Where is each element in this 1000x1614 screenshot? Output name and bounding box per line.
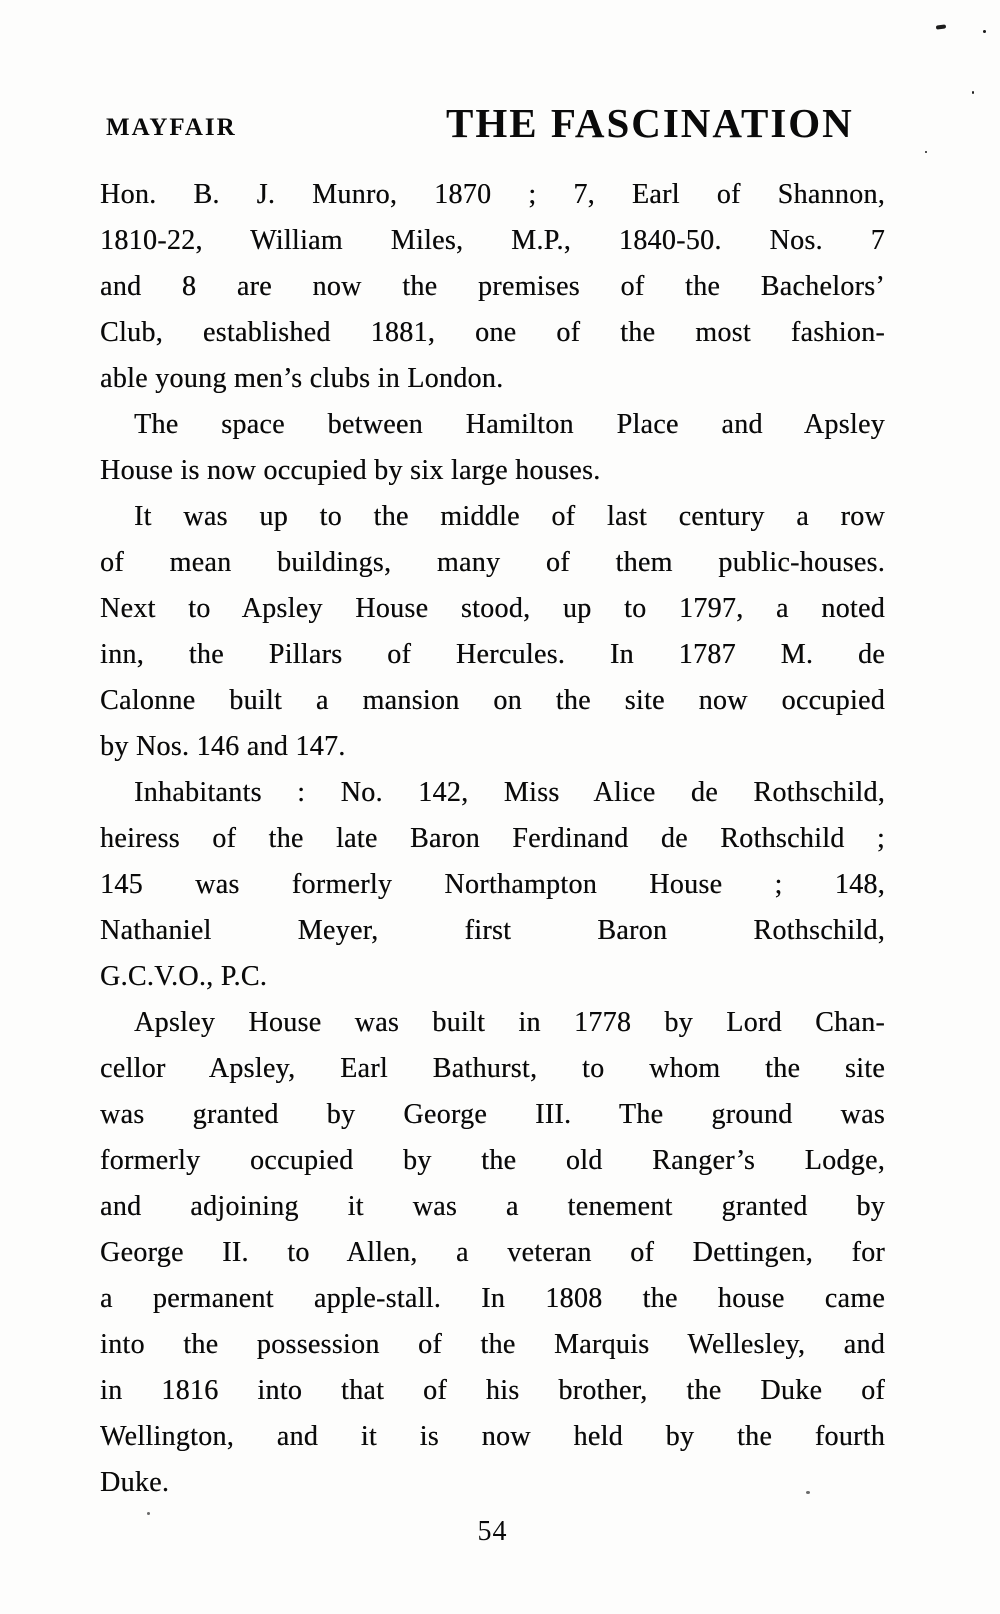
scan-speck (983, 30, 986, 33)
text-line: able young men’s clubs in London. (100, 363, 504, 394)
text-line: and 8 are now the premises of the Bachelors’ (100, 271, 885, 302)
text-line: was granted by George III. The ground was (100, 1099, 885, 1130)
scan-speck (925, 151, 927, 153)
text-line: Hon. B. J. Munro, 1870 ; 7, Earl of Shannon, (100, 179, 885, 210)
scan-speck (936, 24, 946, 29)
text-line: George II. to Allen, a veteran of Dettingen, for (100, 1237, 885, 1268)
page-body (100, 172, 885, 1506)
text-line: Wellington, and it is now held by the fourth (100, 1421, 885, 1452)
text-line: of mean buildings, many of them public-houses. (100, 547, 885, 578)
text-line: Club, established 1881, one of the most fashion- (100, 317, 885, 348)
text-line: The space between Hamilton Place and Apsley (134, 409, 885, 440)
text-line: G.C.V.O., P.C. (100, 961, 268, 992)
text-line: Duke. (100, 1467, 170, 1498)
text-line: into the possession of the Marquis Wellesley, and (100, 1329, 885, 1360)
text-line: formerly occupied by the old Ranger’s Lodge, (100, 1145, 885, 1176)
text-line: It was up to the middle of last century a row (134, 501, 885, 532)
text-line: and adjoining it was a tenement granted by (100, 1191, 885, 1222)
running-head-title: THE FASCINATION (446, 100, 854, 146)
text-line: House is now occupied by six large houses. (100, 455, 601, 486)
text-line: 145 was formerly Northampton House ; 148, (100, 869, 885, 900)
text-line: 1810-22, William Miles, M.P., 1840-50. Nos. 7 (100, 225, 885, 256)
text-line: by Nos. 146 and 147. (100, 731, 346, 762)
page-number: 54 (477, 1516, 508, 1547)
text-line: Nathaniel Meyer, first Baron Rothschild, (100, 915, 885, 946)
running-head-section: MAYFAIR (106, 114, 237, 141)
scan-speck (147, 1512, 150, 1515)
text-line: Calonne built a mansion on the site now occupied (100, 685, 885, 716)
text-line: cellor Apsley, Earl Bathurst, to whom the site (100, 1053, 885, 1084)
text-line: heiress of the late Baron Ferdinand de Rothschild ; (100, 823, 885, 854)
text-line: Next to Apsley House stood, up to 1797, a noted (100, 593, 885, 624)
text-line: Apsley House was built in 1778 by Lord Chan- (134, 1007, 885, 1038)
scan-speck (806, 1491, 810, 1494)
text-line: Inhabitants : No. 142, Miss Alice de Rothschild, (134, 777, 885, 808)
text-line: inn, the Pillars of Hercules. In 1787 M. de (100, 639, 885, 670)
text-line: a permanent apple-stall. In 1808 the house came (100, 1283, 885, 1314)
text-line: in 1816 into that of his brother, the Duke of (100, 1375, 885, 1406)
scan-speck (972, 91, 974, 94)
